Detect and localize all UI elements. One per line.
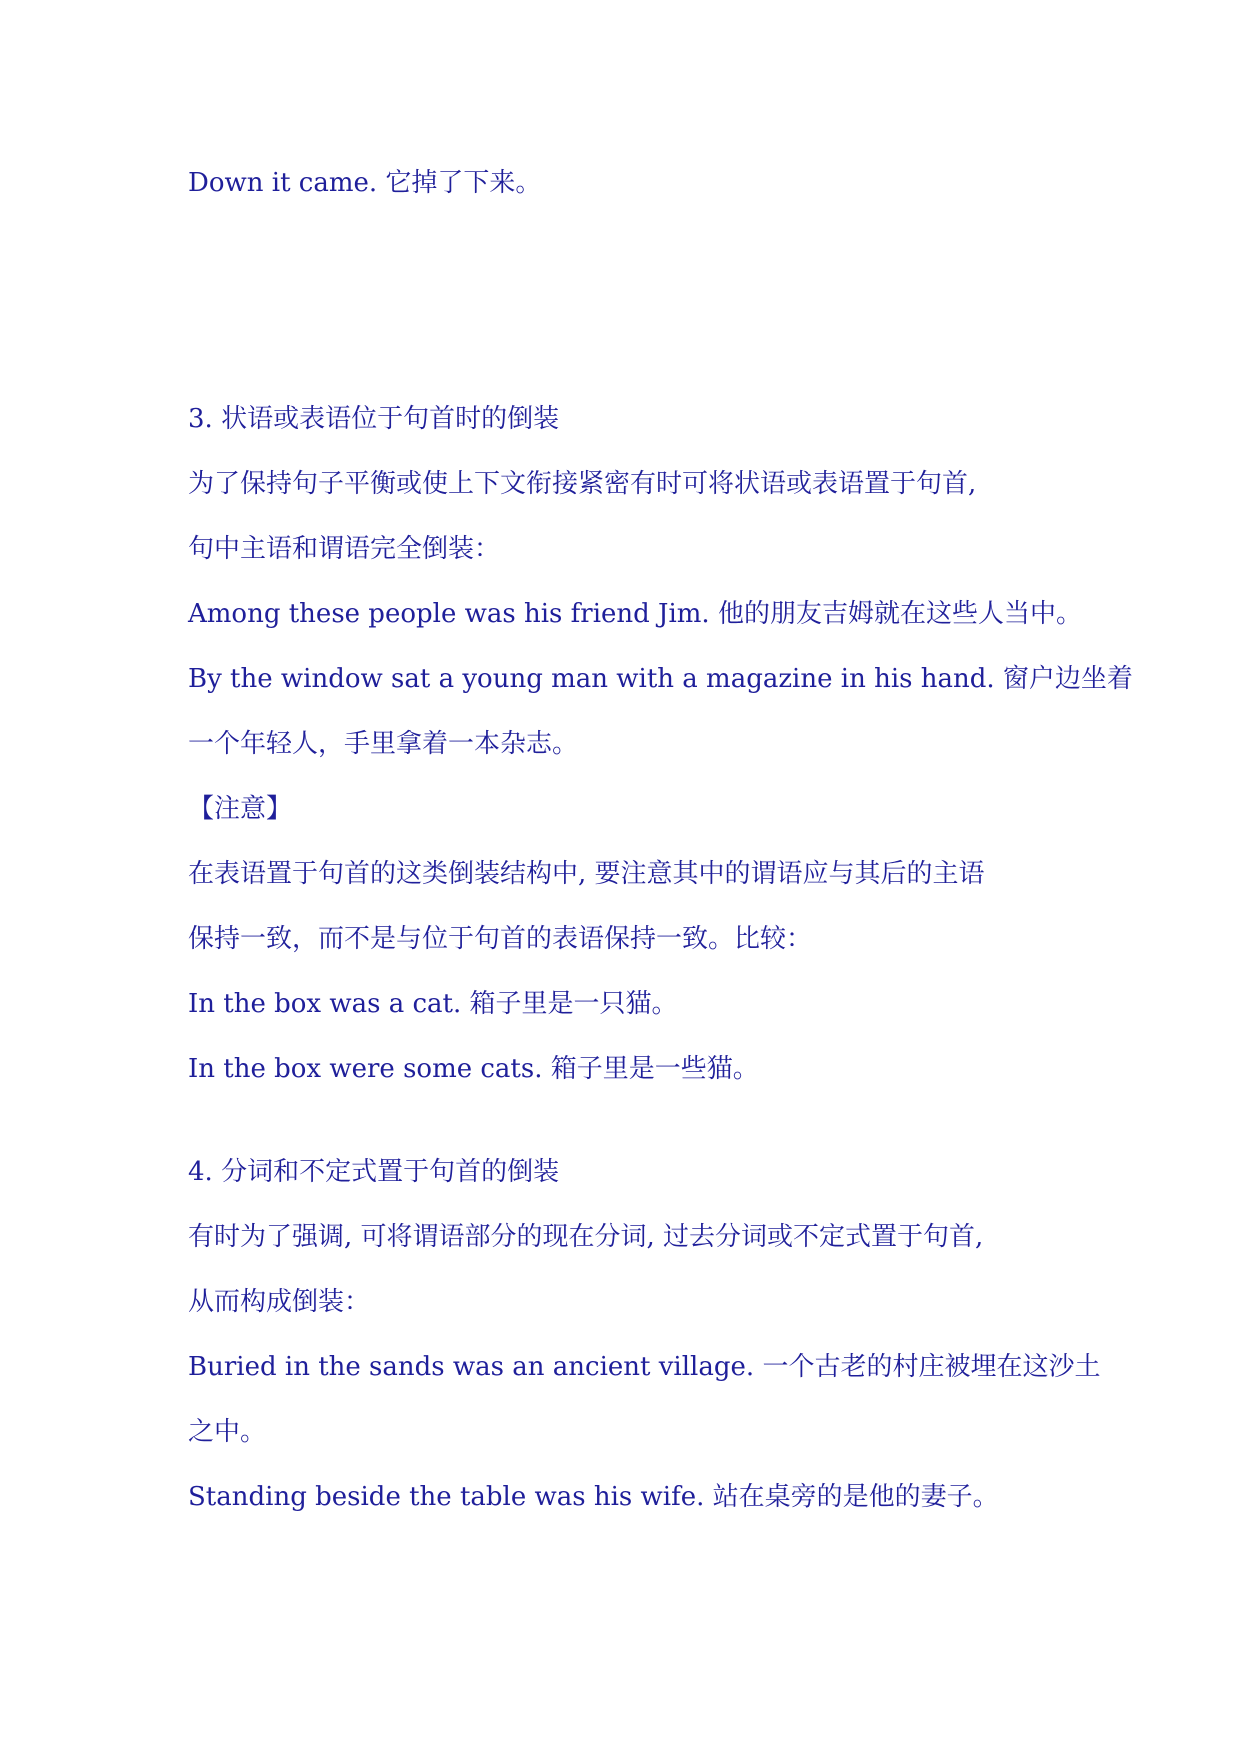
example-down-it-came: Down it came. 它掉了下来。 bbox=[188, 168, 542, 198]
section-4-heading: 4. 分词和不定式置于句首的倒装 bbox=[188, 1157, 560, 1187]
note-heading: 【注意】 bbox=[188, 794, 293, 824]
example-buried-line-2: 之中。 bbox=[188, 1417, 267, 1447]
example-standing-beside-table: Standing beside the table was his wife. 站在桌旁的是他的妻子。 bbox=[188, 1482, 999, 1512]
example-by-the-window-line-2: 一个年轻人，手里拿着一本杂志。 bbox=[188, 729, 579, 759]
note-text-line-2: 保持一致，而不是与位于句首的表语保持一致。比较： bbox=[188, 924, 813, 954]
example-by-the-window-line-1: By the window sat a young man with a magazine in his hand. 窗户边坐着 bbox=[188, 664, 1133, 694]
section-3-explanation-line-2: 句中主语和谓语完全倒装： bbox=[188, 534, 501, 564]
note-text-line-1: 在表语置于句首的这类倒装结构中, 要注意其中的谓语应与其后的主语 bbox=[188, 859, 985, 889]
section-3-explanation-line-1: 为了保持句子平衡或使上下文衔接紧密有时可将状语或表语置于句首, bbox=[188, 469, 977, 499]
section-4-explanation-line-2: 从而构成倒装： bbox=[188, 1287, 371, 1317]
example-box-cats: In the box were some cats. 箱子里是一些猫。 bbox=[188, 1054, 759, 1084]
example-among-these-people: Among these people was his friend Jim. 他的朋友吉姆就在这些人当中。 bbox=[188, 599, 1082, 629]
section-4-explanation-line-1: 有时为了强调, 可将谓语部分的现在分词, 过去分词或不定式置于句首, bbox=[188, 1222, 984, 1252]
example-box-cat: In the box was a cat. 箱子里是一只猫。 bbox=[188, 989, 678, 1019]
example-buried-line-1: Buried in the sands was an ancient village. 一个古老的村庄被埋在这沙土 bbox=[188, 1352, 1101, 1382]
section-3-heading: 3. 状语或表语位于句首时的倒装 bbox=[188, 404, 560, 434]
